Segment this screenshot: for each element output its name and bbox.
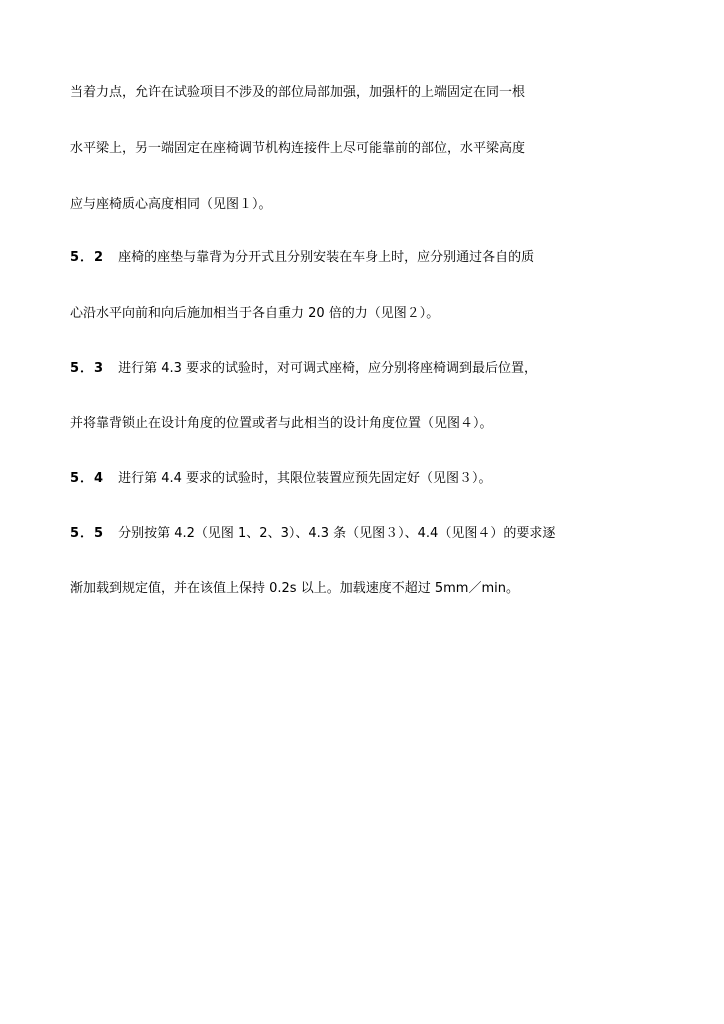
section-number: 5．5 (70, 526, 105, 541)
paragraph-line (70, 140, 525, 158)
section-5-5-line (70, 525, 555, 543)
line-text: 水平梁上，另一端固定在座椅调节机构连接件上尽可能靠前的部位，水平梁高度 (70, 141, 526, 156)
section-number: 5．2 (70, 250, 105, 265)
line-text: 应与座椅质心高度相同（见图１）。 (70, 197, 272, 212)
paragraph-line (70, 84, 525, 102)
line-text: 当着力点，允许在试验项目不涉及的部位局部加强，加强杆的上端固定在同一根 (70, 85, 526, 100)
section-number: 5．4 (70, 471, 105, 486)
section-5-2-line (70, 249, 534, 267)
line-text: 并将靠背锁止在设计角度的位置或者与此相当的设计角度位置（见图４）。 (70, 416, 493, 431)
line-text: 座椅的座垫与靠背为分开式且分别安装在车身上时，应分别通过各自的质 (118, 250, 535, 265)
line-text: 分别按第 4.2（见图 1、2、3）、4.3 条（见图３）、4.4（见图４）的要求逐 (118, 526, 556, 541)
paragraph-line (70, 415, 493, 433)
paragraph-line (70, 305, 439, 323)
line-text: 渐加载到规定值，并在该值上保持 0.2s 以上。加载速度不超过 5mm／min。 (70, 581, 519, 596)
paragraph-line (70, 580, 519, 598)
line-text: 进行第 4.3 要求的试验时，对可调式座椅，应分别将座椅调到最后位置， (118, 361, 538, 376)
section-number: 5．3 (70, 361, 105, 376)
line-text: 进行第 4.4 要求的试验时，其限位装置应预先固定好（见图３）。 (118, 471, 492, 486)
paragraph-line (70, 196, 272, 214)
section-5-3-line (70, 360, 537, 378)
line-text: 心沿水平向前和向后施加相当于各自重力 20 倍的力（见图２）。 (70, 306, 440, 321)
section-5-4-line (70, 470, 492, 488)
